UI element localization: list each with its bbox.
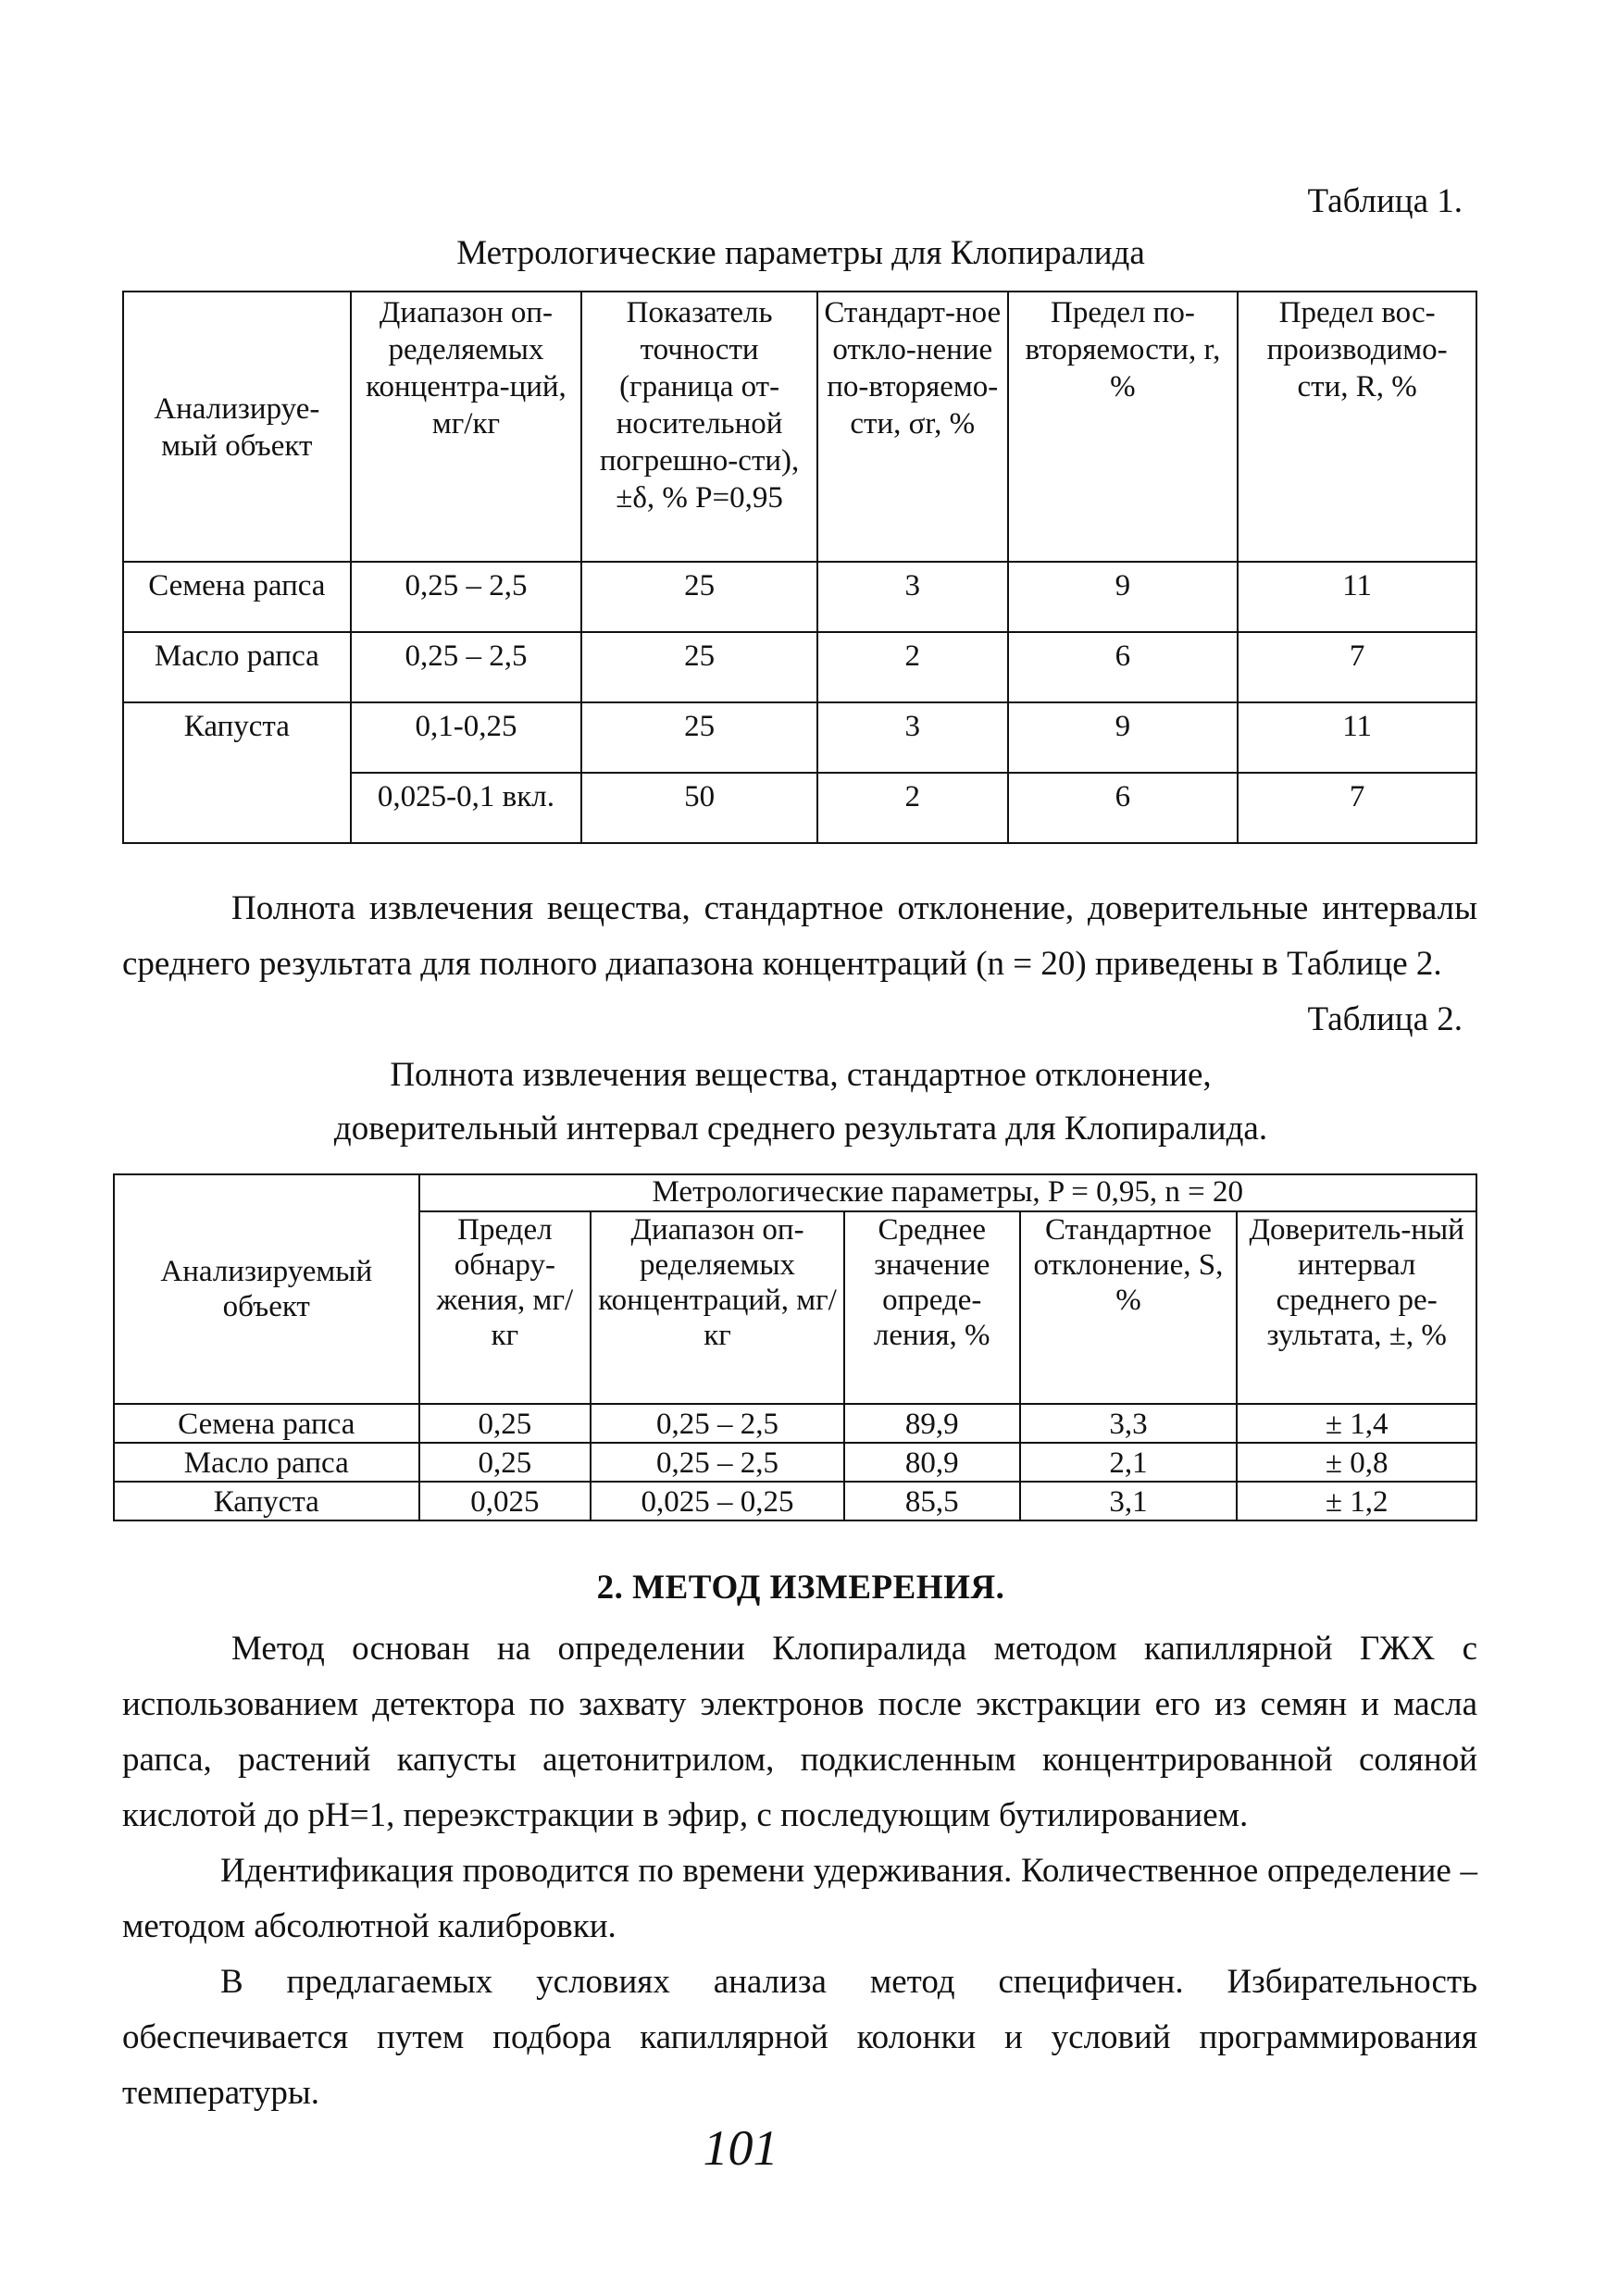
table2-title-line2: доверительный интервал среднего результата для Клопиралида.: [333, 1110, 1268, 1148]
table2: [113, 1173, 1477, 1521]
table1-header-reproducibility: Предел вос-производимо-сти, R, %: [1238, 292, 1476, 562]
table-cell: 7: [1238, 632, 1476, 702]
section-paragraph-identification: Идентификация проводится по времени удерживания. Количественное определение – методом абсолютной калибровки.: [122, 1852, 1477, 1945]
table-cell: 0,25 – 2,5: [351, 562, 582, 632]
table-cell: 0,025-0,1 вкл.: [351, 773, 582, 843]
section-paragraph-method: Метод основан на определении Клопиралида методом капиллярной ГЖХ с использованием детектора по захвату электронов после экстракции его из семян и масла рапса, растений капусты ацетонитрилом, подкисленным концентрированной соляной кислотой до pH=1, переэкстракции в эфир, с последующим бутилированием.: [122, 1630, 1477, 1834]
table-cell: Капуста: [114, 1482, 419, 1520]
table-cell: ± 1,2: [1237, 1482, 1476, 1520]
table2-group-header: Метрологические параметры, P = 0,95, n = 20: [419, 1174, 1476, 1211]
table-cell: 2: [817, 632, 1008, 702]
table-cell: 0,25 – 2,5: [591, 1404, 844, 1443]
table-cell: Семена рапса: [123, 562, 351, 632]
table2-group-header-row: [114, 1174, 1476, 1211]
table-cell: 0,25: [419, 1404, 592, 1443]
table-cell: 80,9: [844, 1443, 1020, 1482]
table-cell: 0,025 – 0,25: [591, 1482, 844, 1520]
table1-header-accuracy: Показатель точности (граница от-носительной погрешно-сти), ±δ, % P=0,95: [581, 292, 817, 562]
table-cell: 89,9: [844, 1404, 1020, 1443]
table2-header-object: Анализируемый объект: [114, 1174, 419, 1404]
table-row: [123, 562, 1476, 632]
table-cell: 6: [1008, 632, 1239, 702]
table2-header-detection-limit: Предел обнару-жения, мг/кг: [419, 1211, 592, 1404]
table-cell: 25: [581, 632, 817, 702]
table-cell: 9: [1008, 702, 1239, 773]
table-cell: Масло рапса: [114, 1443, 419, 1482]
table-cell: 0,1-0,25: [351, 702, 582, 773]
table-cell: 0,25: [419, 1443, 592, 1482]
table-cell: 3,1: [1020, 1482, 1238, 1520]
table-cell: Капуста: [123, 702, 351, 843]
table1: [122, 291, 1477, 844]
table-cell: 2,1: [1020, 1443, 1238, 1482]
table2-header-range: Диапазон оп-ределяемых концентраций, мг/кг: [591, 1211, 844, 1404]
table-cell: 3: [817, 562, 1008, 632]
table-cell: 25: [581, 702, 817, 773]
table-row: [123, 702, 1476, 773]
table1-header-row: [123, 292, 1476, 562]
table1-header-std-dev: Стандарт-ное откло-нение по-вторяемо-сти, σr, %: [817, 292, 1008, 562]
table1-header-range: Диапазон оп-ределяемых концентра-ций, мг/кг: [351, 292, 582, 562]
section-heading: 2. МЕТОД ИЗМЕРЕНИЯ.: [596, 1569, 1005, 1607]
section-paragraph-specificity: В предлагаемых условиях анализа метод специфичен. Избирательность обеспечивается путем подбора капиллярной колонки и условий программирования температуры.: [122, 1963, 1477, 2112]
table-cell: 11: [1238, 562, 1476, 632]
table-row: [114, 1482, 1476, 1520]
table-row: [123, 632, 1476, 702]
table-cell: 25: [581, 562, 817, 632]
page-number: 101: [703, 2120, 778, 2176]
table-cell: 0,25 – 2,5: [591, 1443, 844, 1482]
table-cell: ± 1,4: [1237, 1404, 1476, 1443]
table-cell: 11: [1238, 702, 1476, 773]
table-cell: Масло рапса: [123, 632, 351, 702]
table-cell: 2: [817, 773, 1008, 843]
table1-label: Таблица 1.: [1307, 182, 1463, 220]
table-cell: 3,3: [1020, 1404, 1238, 1443]
table1-header-repeatability: Предел по-вторяемости, r, %: [1008, 292, 1239, 562]
table-cell: 0,025: [419, 1482, 592, 1520]
table1-title: Метрологические параметры для Клопиралида: [456, 234, 1145, 272]
table1-header-object: Анализируе-мый объект: [123, 292, 351, 562]
table2-title-line1: Полнота извлечения вещества, стандартное отклонение,: [390, 1056, 1212, 1094]
table2-header-confidence: Доверитель-ный интервал среднего ре-зультата, ±, %: [1237, 1211, 1476, 1404]
table-cell: 7: [1238, 773, 1476, 843]
table2-header-mean: Среднее значение опреде-ления, %: [844, 1211, 1020, 1404]
table-cell: 50: [581, 773, 817, 843]
table-cell: 3: [817, 702, 1008, 773]
table-cell: 6: [1008, 773, 1239, 843]
table-row: [114, 1443, 1476, 1482]
table2-header-std-dev: Стандартное отклонение, S, %: [1020, 1211, 1238, 1404]
table-cell: 0,25 – 2,5: [351, 632, 582, 702]
paragraph-recovery: Полнота извлечения вещества, стандартное отклонение, доверительные интервалы среднего результата для полного диапазона концентраций (n = 20) приведены в Таблице 2.: [122, 889, 1477, 983]
table-row: [114, 1404, 1476, 1443]
table-cell: ± 0,8: [1237, 1443, 1476, 1482]
table-cell: Семена рапса: [114, 1404, 419, 1443]
table-cell: 9: [1008, 562, 1239, 632]
table-cell: 85,5: [844, 1482, 1020, 1520]
table2-label: Таблица 2.: [1307, 1000, 1463, 1038]
